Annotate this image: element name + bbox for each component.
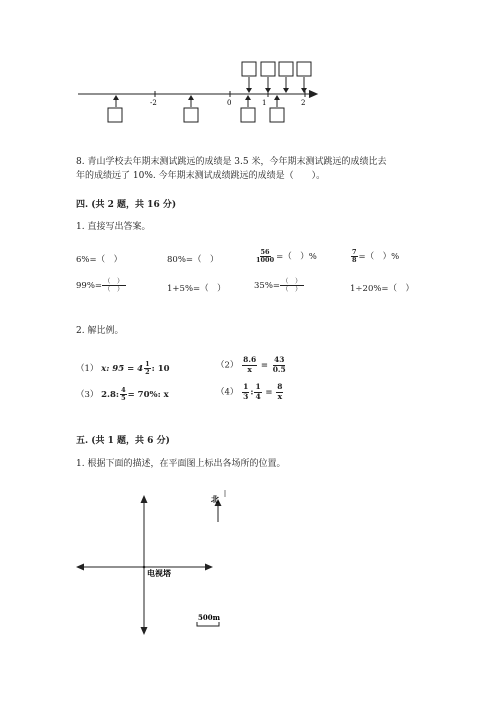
tick-label-0: 0 — [227, 99, 232, 107]
calc-1-div-20-percent: 1÷20%=（ ） — [350, 284, 415, 294]
tv-tower-point — [143, 566, 146, 569]
calc-56-over-1000: $\frac{56}{1000}$ =（ ）% — [256, 248, 317, 264]
scale-label: 500m — [198, 613, 221, 622]
answer-box-top-2 — [261, 62, 275, 76]
map-figure — [0, 480, 500, 650]
q8-line-2: 年的成绩远了 10%. 今年期末测试成绩跳远的成绩是（ ）。 — [76, 171, 326, 181]
calc-7-over-8: $\frac{7}{8}$ =（ ）% — [352, 248, 400, 264]
section5-heading: 五. (共 1 题，共 6 分) — [76, 436, 170, 446]
answer-box-bottom-1 — [108, 108, 122, 122]
section5-q1-prompt: 1. 根据下面的描述，在平面图上标出各场所的位置。 — [76, 459, 286, 469]
answer-box-bottom-4 — [270, 108, 284, 122]
section4-q1-prompt: 1. 直接写出答案。 — [76, 222, 151, 232]
calc-99-percent: 99%= $\frac{( )}{( )}$ — [76, 277, 124, 293]
calc-6-percent: 6%=（ ） — [76, 255, 123, 265]
section4-heading: 四. (共 2 题，共 16 分) — [76, 200, 177, 210]
answer-box-bottom-2 — [184, 108, 198, 122]
answer-box-bottom-3 — [241, 108, 255, 122]
proportion-2: （2） $\frac{8.6}{x}$ = $\frac{43}{0.5}$ — [216, 355, 286, 374]
proportion-4: （4） $\frac{1}{3}$ : $\frac{1}{4}$ = $\frac{8}{x}$ — [216, 382, 283, 401]
north-label: 北 — [211, 494, 219, 504]
number-line-figure — [0, 0, 500, 140]
answer-box-top-1 — [242, 62, 256, 76]
calc-35-percent: 35%= $\frac{( )}{( )}$ — [254, 277, 302, 293]
proportion-3: （3） 2.8: $\frac{4}{5}$ = 70%: x — [76, 386, 169, 402]
scale-bar — [197, 622, 219, 626]
tick-label-1: 1 — [262, 99, 267, 107]
proportion-1: （1） x: 95 = 4 $\frac{1}{2}$ : 10 — [76, 360, 170, 376]
answer-box-top-3 — [279, 62, 293, 76]
tick-label-2: 2 — [301, 99, 306, 107]
number-line-arrowhead — [309, 91, 317, 98]
section4-q2-prompt: 2. 解比例。 — [76, 326, 124, 336]
tv-tower-label: 电视塔 — [147, 568, 171, 578]
tick-label-neg2: -2 — [150, 99, 157, 107]
answer-box-top-4 — [297, 62, 311, 76]
q8-line-1: 8. 青山学校去年期末测试跳远的成绩是 3.5 米，今年期末测试跳远的成绩比去 — [76, 157, 387, 167]
calc-80-percent: 80%=（ ） — [167, 255, 219, 265]
calc-1-plus-5-percent: 1+5%=（ ） — [167, 284, 226, 294]
